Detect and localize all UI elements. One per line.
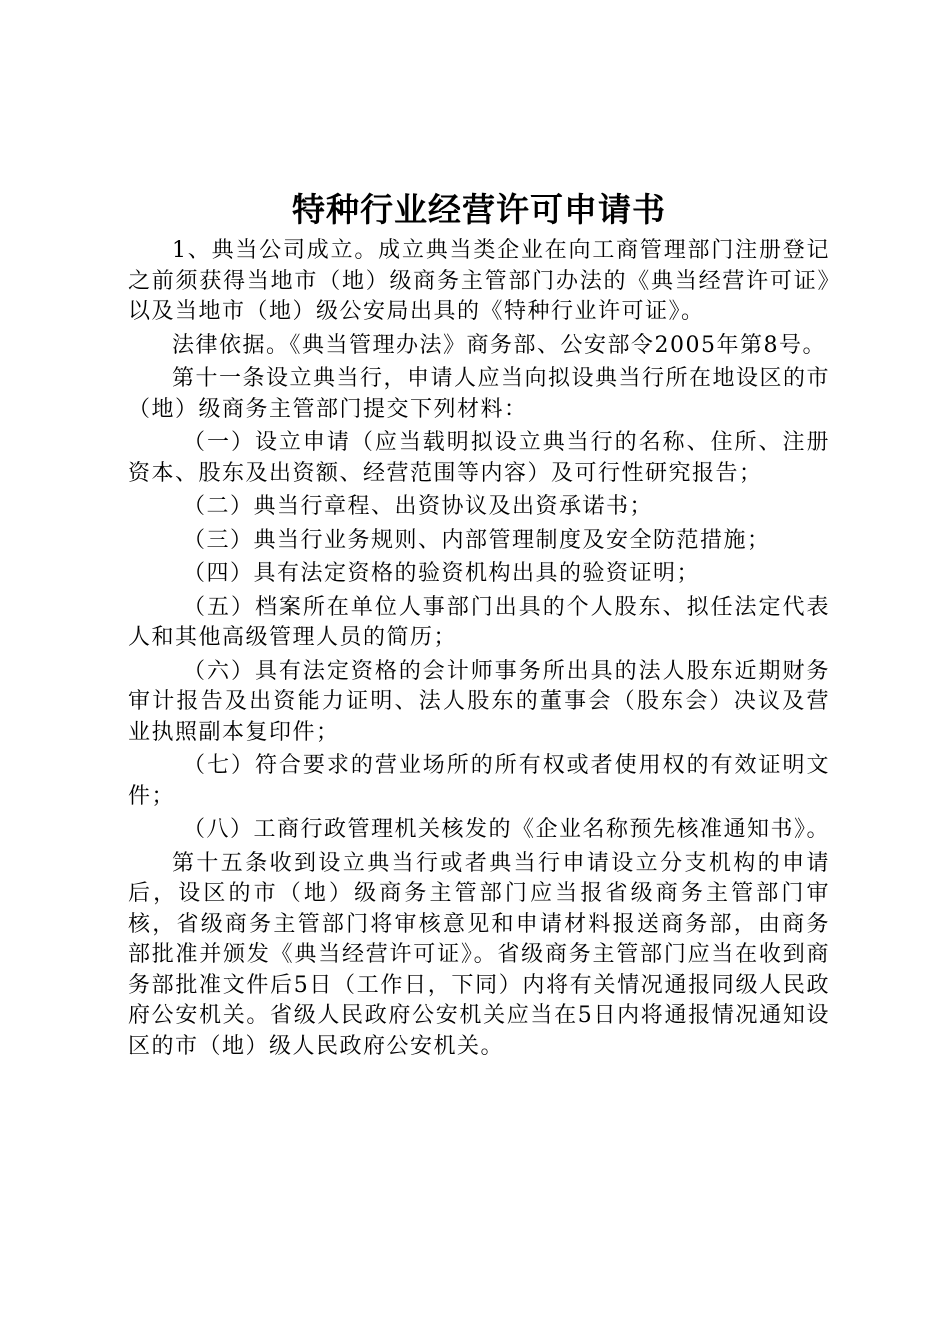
list-item-1: （一）设立申请（应当载明拟设立典当行的名称、住所、注册资本、股东及出资额、经营范围等内容）及可行性研究报告；: [128, 430, 830, 486]
list-item-2: （二）典当行章程、出资协议及出资承诺书；: [183, 494, 654, 519]
list-item-3: （三）典当行业务规则、内部管理制度及安全防范措施；: [183, 527, 771, 553]
list-item-8: （八）工商行政管理机关核发的《企业名称预先核准通知书》。: [183, 817, 831, 842]
document-title: 特种行业经营许可申请书: [292, 190, 666, 229]
list-item-4: （四）具有法定资格的验资机构出具的验资证明；: [183, 561, 701, 586]
list-item-7: （七）符合要求的营业场所的所有权或者使用权的有效证明文件；: [128, 753, 830, 809]
list-item-5: （五）档案所在单位人事部门出具的个人股东、拟任法定代表人和其他高级管理人员的简历；: [128, 594, 830, 650]
paragraph-article-15: 第十五条收到设立典当行或者典当行申请设立分支机构的申请后，设区的市（地）级商务主管部门应当报省级商务主管部门审核，省级商务主管部门将审核意见和申请材料报送商务部，由商务部批准并颁发《典当经营许可证》。省级商务主管部门应当在收到商务部批准文件后5日（工作日，下同）内将有关情况通报同级人民政府公安机关。省级人民政府公安机关应当在5日内将通报情况通知设区的市（地）级人民政府公安机关。: [128, 850, 830, 1059]
list-item-6: （六）具有法定资格的会计师事务所出具的法人股东近期财务审计报告及出资能力证明、法人股东的董事会（股东会）决议及营业执照副本复印件；: [128, 658, 830, 745]
paragraph-article-11: 第十一条设立典当行，申请人应当向拟设典当行所在地设区的市（地）级商务主管部门提交下列材料：: [128, 366, 831, 422]
document-page: [128, 188, 830, 1065]
paragraph-legal-basis: 法律依据。《典当管理办法》商务部、公安部令2005年第8号。: [172, 332, 826, 358]
paragraph-pawnshop-establishment: 1、典当公司成立。成立典当类企业在向工商管理部门注册登记之前须获得当地市（地）级商务主管部门办法的《典当经营许可证》以及当地市（地）级公安局出具的《特种行业许可证》。: [128, 238, 830, 324]
